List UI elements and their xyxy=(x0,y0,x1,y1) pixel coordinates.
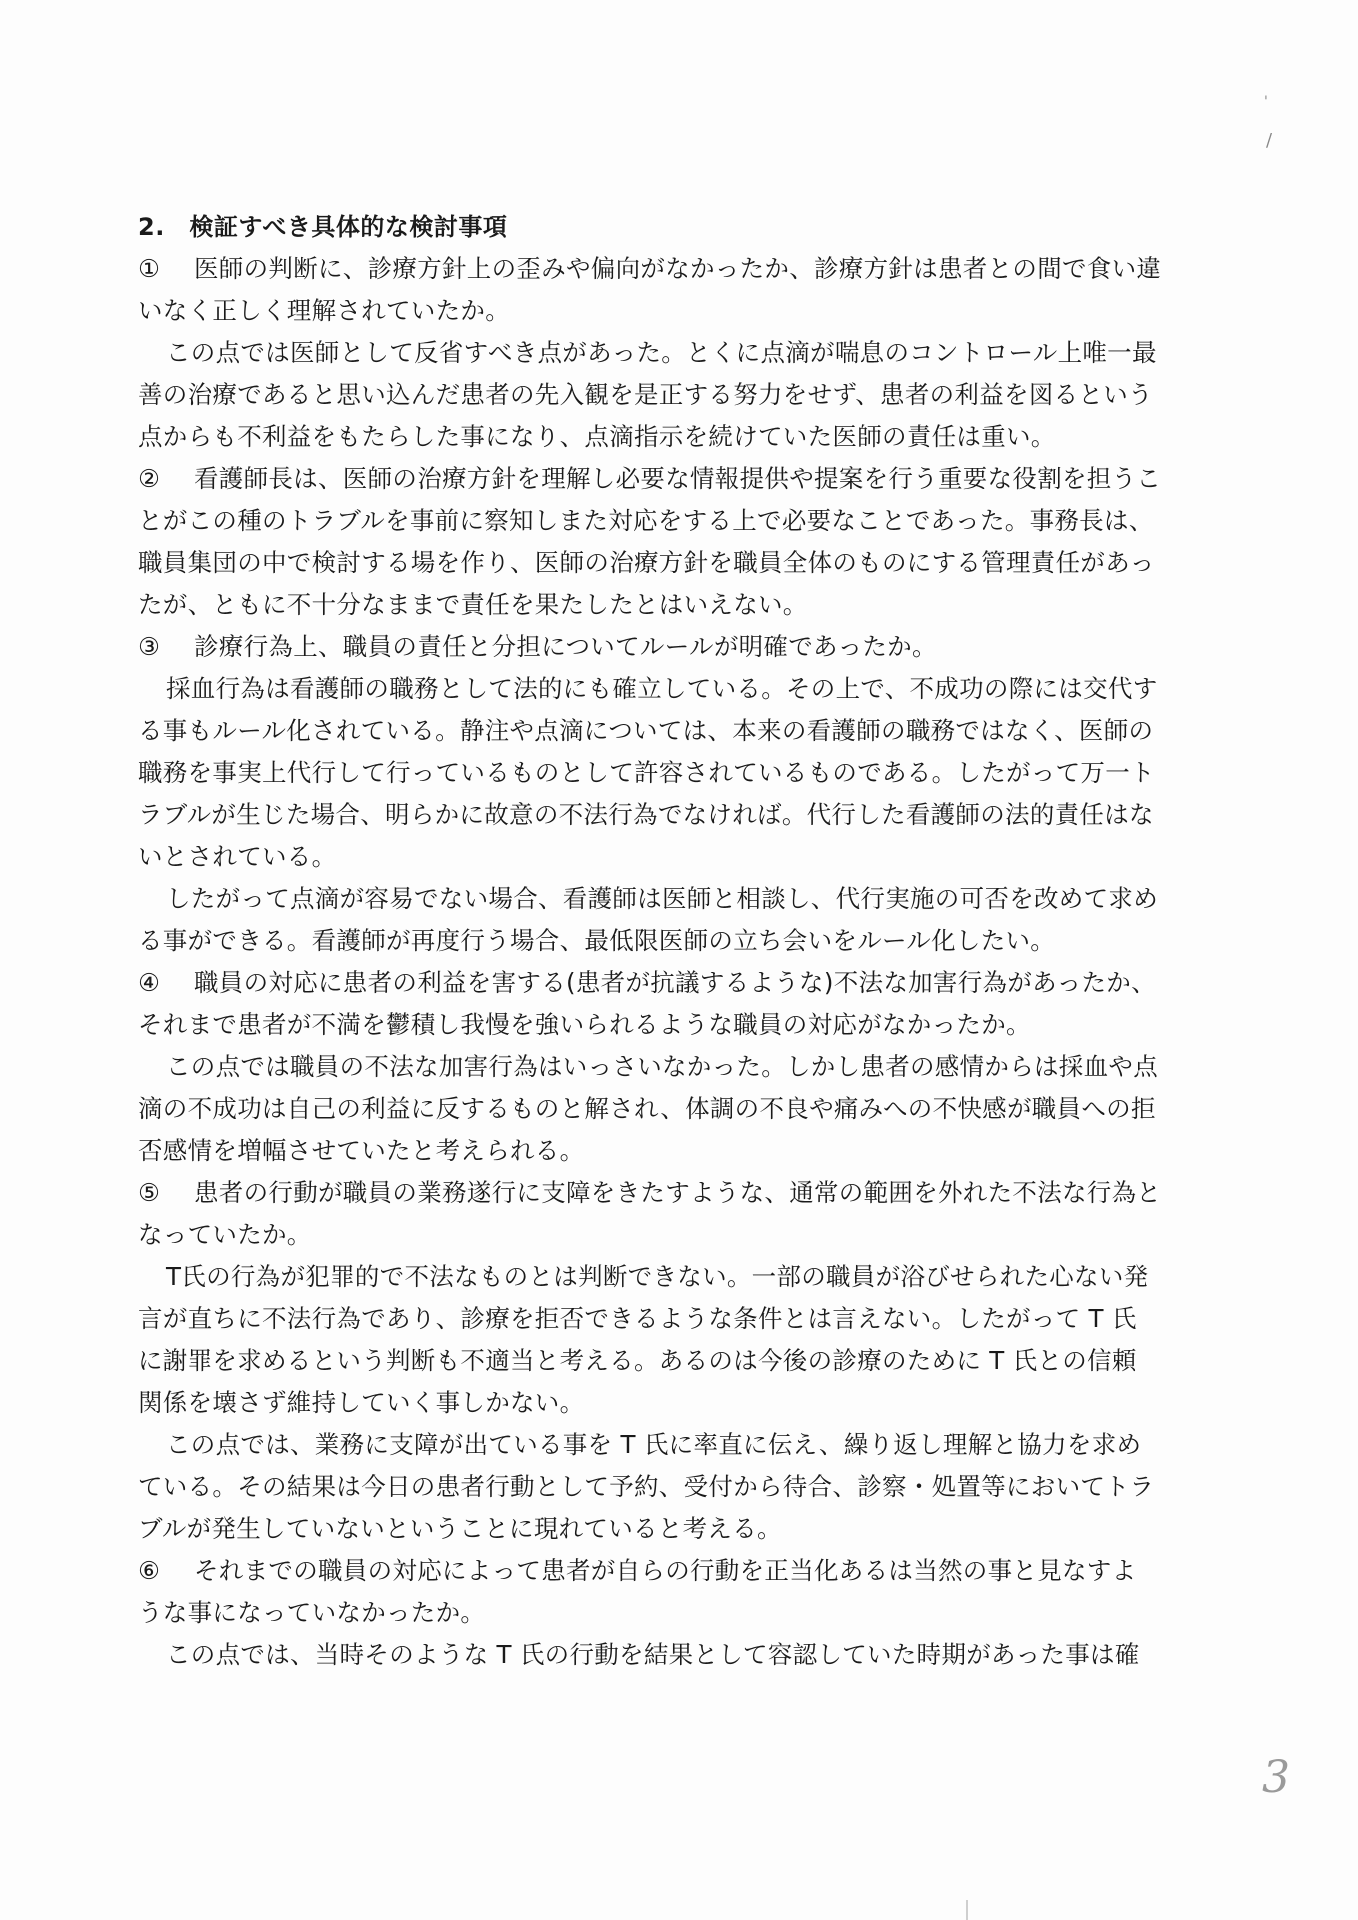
paragraph-line: したがって点滴が容易でない場合、看護師は医師と相談し、代行実施の可否を改めて求め xyxy=(166,884,1158,913)
text-line: る事ができる。看護師が再度行う場合、最低限医師の立ち会いをルール化したい。 xyxy=(138,926,1056,955)
scan-artifact-line xyxy=(966,1900,968,1920)
margin-mark: / xyxy=(1266,130,1273,151)
margin-mark: ' xyxy=(1264,94,1268,110)
numbered-item xyxy=(138,626,1198,668)
paragraph-line: この点では、当時そのような T 氏の行動を結果として容認していた時期があった事は確 xyxy=(166,1640,1140,1669)
text-line: 否感情を増幅させていたと考えられる。 xyxy=(138,1136,585,1165)
paragraph-line: T氏の行為が犯罪的で不法なものとは判断できない。一部の職員が浴びせられた心ない発 xyxy=(166,1262,1149,1291)
text-line: 点からも不利益をもたらした事になり、点滴指示を続けていた医師の責任は重い。 xyxy=(138,422,1056,451)
text-line: に謝罪を求めるという判断も不適当と考える。あるのは今後の診療のために T 氏との信頼 xyxy=(138,1346,1137,1375)
text-line: いなく正しく理解されていたか。 xyxy=(138,296,510,325)
item-text: それまでの職員の対応によって患者が自らの行動を正当化あるは当然の事と見なすよ xyxy=(194,1556,1137,1585)
item-text: 看護師長は、医師の治療方針を理解し必要な情報提供や提案を行う重要な役割を担うこ xyxy=(194,464,1162,493)
paragraph-line: この点では、業務に支障が出ている事を T 氏に率直に伝え、繰り返し理解と協力を求め xyxy=(166,1430,1142,1459)
item-number: ⑤ xyxy=(138,1178,161,1207)
text-line: 関係を壊さず維持していく事しかない。 xyxy=(138,1388,585,1417)
item-text: 職員の対応に患者の利益を害する(患者が抗議するような)不法な加害行為があったか、 xyxy=(194,968,1156,997)
paragraph-lines xyxy=(138,248,1198,1676)
text-line: る事もルール化されている。静注や点滴については、本来の看護師の職務ではなく、医師の xyxy=(138,716,1154,745)
text-line: いとされている。 xyxy=(138,842,337,871)
page-number: 3 xyxy=(1262,1752,1290,1803)
paragraph-line: 採血行為は看護師の職務として法的にも確立している。その上で、不成功の際には交代す xyxy=(166,674,1158,703)
numbered-item xyxy=(138,248,1198,290)
text-line: 善の治療であると思い込んだ患者の先入観を是正する努力をせず、患者の利益を図るという xyxy=(138,380,1153,409)
item-number: ⑥ xyxy=(138,1556,161,1585)
numbered-item xyxy=(138,962,1198,1004)
numbered-item xyxy=(138,1172,1198,1214)
numbered-item xyxy=(138,1550,1198,1592)
document-body xyxy=(138,206,1198,1676)
text-line: 職務を事実上代行して行っているものとして許容されているものである。したがって万一ト xyxy=(138,758,1155,787)
text-line: ている。その結果は今日の患者行動として予約、受付から待合、診察・処置等においてトラ xyxy=(138,1472,1155,1501)
text-line: ブルが発生していないということに現れていると考える。 xyxy=(138,1514,782,1543)
section-heading: 2. 検証すべき具体的な検討事項 xyxy=(138,213,508,241)
item-text: 患者の行動が職員の業務遂行に支障をきたすような、通常の範囲を外れた不法な行為と xyxy=(194,1178,1162,1207)
item-number: ④ xyxy=(138,968,161,997)
text-line: 滴の不成功は自己の利益に反するものと解され、体調の不良や痛みへの不快感が職員への拒 xyxy=(138,1094,1156,1123)
text-line: とがこの種のトラブルを事前に察知しまた対応をする上で必要なことであった。事務長は、 xyxy=(138,506,1154,535)
item-number: ② xyxy=(138,464,161,493)
text-line: 職員集団の中で検討する場を作り、医師の治療方針を職員全体のものにする管理責任があっ xyxy=(138,548,1155,577)
text-line: それまで患者が不満を鬱積し我慢を強いられるような職員の対応がなかったか。 xyxy=(138,1010,1031,1039)
item-number: ① xyxy=(138,254,161,283)
item-number: ③ xyxy=(138,632,161,661)
text-line: たが、ともに不十分なままで責任を果たしたとはいえない。 xyxy=(138,590,808,619)
paragraph-line: この点では職員の不法な加害行為はいっさいなかった。しかし患者の感情からは採血や点 xyxy=(166,1052,1158,1081)
item-text: 医師の判断に、診療方針上の歪みや偏向がなかったか、診療方針は患者との間で食い違 xyxy=(194,254,1162,283)
text-line: ラブルが生じた場合、明らかに故意の不法行為でなければ。代行した看護師の法的責任はな xyxy=(138,800,1154,829)
item-text: 診療行為上、職員の責任と分担についてルールが明確であったか。 xyxy=(194,632,937,661)
text-line: 言が直ちに不法行為であり、診療を拒否できるような条件とは言えない。したがって T 氏 xyxy=(138,1304,1137,1333)
paragraph-line: この点では医師として反省すべき点があった。とくに点滴が喘息のコントロール上唯一最 xyxy=(166,338,1157,367)
numbered-item xyxy=(138,458,1198,500)
text-line: うな事になっていなかったか。 xyxy=(138,1598,486,1627)
text-line: なっていたか。 xyxy=(138,1220,312,1249)
